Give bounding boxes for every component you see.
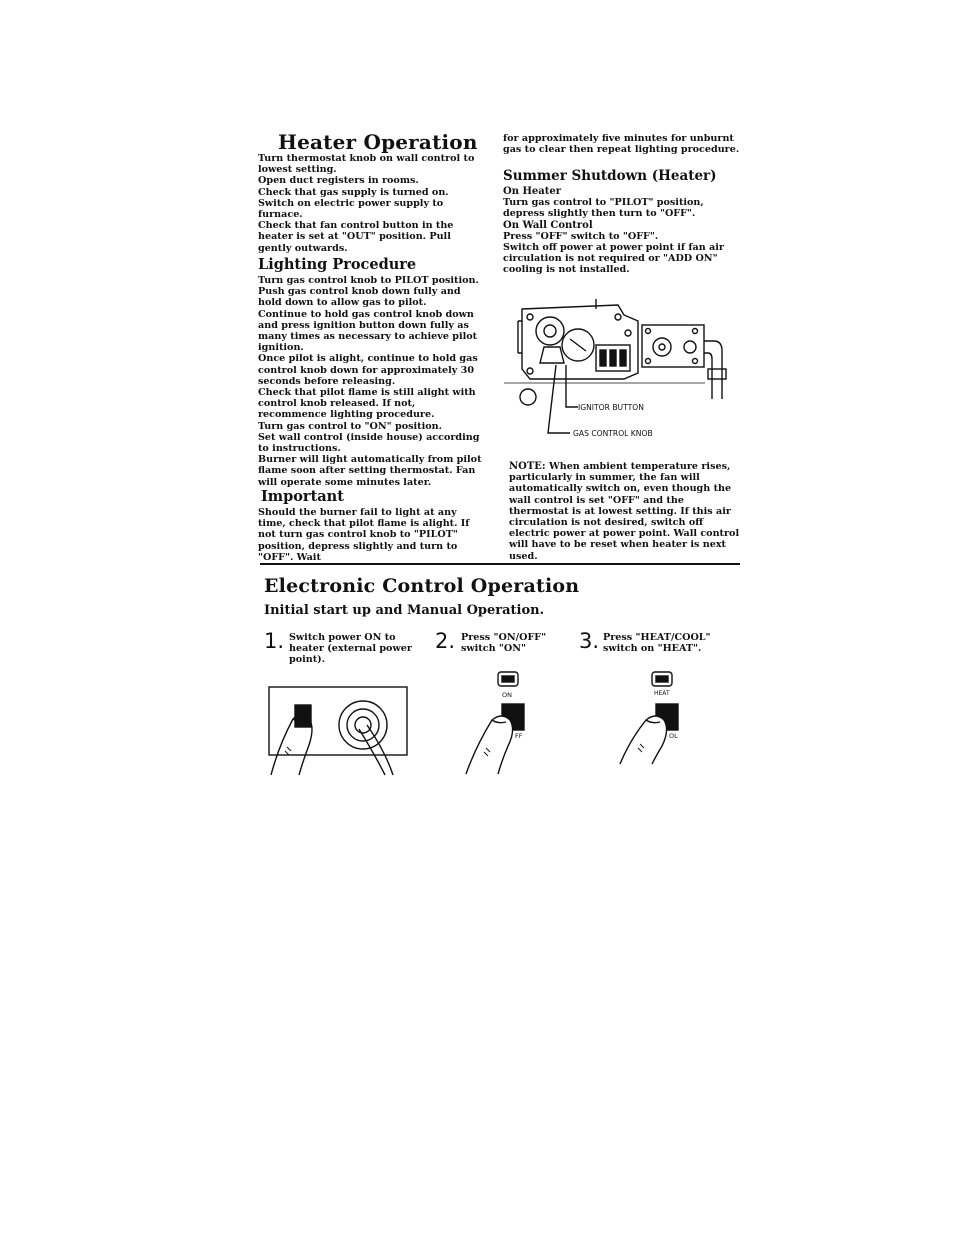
heater-op-para-1: Turn thermostat knob on wall control to lowest setting.: [258, 153, 475, 176]
lighting-para-2: Push gas control knob down fully and hold down to allow gas to pilot.: [258, 286, 461, 309]
note-label: NOTE:: [509, 461, 546, 472]
cool-label: OL: [669, 732, 678, 740]
on-heater-text: Turn gas control to "PILOT" position, depress slightly then turn to "OFF".: [503, 197, 704, 220]
step-1-number: 1.: [264, 629, 285, 653]
heater-op-para-4: Switch on electric power supply to furnace.: [258, 197, 444, 221]
on-wall-text-1: Press "OFF" switch to "OFF".: [503, 230, 659, 242]
lighting-para-4: Once pilot is alight, continue to hold gas control knob down for approximately 30 seconds before releasing.: [258, 353, 478, 387]
note-block: [509, 461, 741, 562]
igniter-label: IGNITOR BUTTON: [578, 403, 644, 412]
heat-cool-switch-illustration: [616, 670, 696, 776]
on-wall-text-2: Switch off power at power point if fan air circulation is not required or "ADD ON" cooling is not installed.: [503, 242, 724, 276]
electronic-control-subtitle: Initial start up and Manual Operation.: [264, 603, 545, 618]
power-point-illustration: [265, 685, 415, 777]
pipe: [704, 341, 722, 399]
step-3-number: 3.: [579, 629, 600, 653]
important-text: Should the burner fail to light at any time, check that pilot flame is alight. If not turn gas control knob to "PILOT" position, depress slightly and turn to "OFF". Wait: [258, 507, 470, 563]
heater-op-para-2: Open duct registers in rooms.: [258, 175, 419, 187]
gas-control-knob: [536, 317, 564, 345]
gas-knob-label: GAS CONTROL KNOB: [573, 429, 653, 438]
heater-operation-title: Heater Operation: [278, 130, 478, 154]
off-label: FF: [515, 732, 523, 740]
important-continued-text: for approximately five minutes for unburnt gas to clear then repeat lighting procedure.: [503, 133, 740, 156]
heater-operation-body: [258, 153, 486, 254]
on-off-switch-illustration: [462, 670, 542, 776]
section-divider: [260, 563, 740, 565]
lighting-para-5: Check that pilot flame is still alight with control knob released. If not, recommence lighting procedure.: [258, 387, 476, 421]
igniter-button: [520, 389, 536, 405]
on-wall-label: On Wall Control: [503, 219, 593, 231]
gas-valve-diagram: [500, 295, 745, 445]
lighting-para-8: Burner will light automatically from pilot flame soon after setting thermostat. Fan will operate some minutes later.: [258, 454, 482, 488]
igniter-leader: [566, 365, 578, 407]
on-label: ON: [502, 691, 512, 699]
lighting-procedure-title: Lighting Procedure: [258, 256, 417, 273]
heater-op-para-3: Check that gas supply is turned on.: [258, 186, 449, 198]
electronic-control-title: Electronic Control Operation: [264, 575, 580, 597]
step-2-number: 2.: [435, 629, 456, 653]
valve-right-section: [642, 325, 704, 367]
lighting-para-3: Continue to hold gas control knob down and press ignition button down fully as many times as necessary to achieve pilot ignition.: [258, 308, 478, 354]
knob-leader: [548, 365, 570, 433]
note-text: When ambient temperature rises, particularly in summer, the fan will automatically switch on, even though the wall control is set "OFF" and the thermostat is at lowest setting. If this air circulation is not desired, switch off electric power at power point. Wall control will have to be reset when heater is next used.: [509, 461, 740, 562]
summer-shutdown-title: Summer Shutdown (Heater): [503, 168, 717, 184]
heater-op-para-5: Check that fan control button in the heater is set at "OUT" position. Pull gently outwards.: [258, 220, 454, 254]
summer-shutdown-body: [503, 186, 743, 276]
lighting-para-7: Set wall control (inside house) according to instructions.: [258, 431, 480, 455]
lighting-para-6: Turn gas control to "ON" position.: [258, 420, 442, 432]
step-2-text: Press "ON/OFF" switch "ON": [461, 632, 547, 654]
finger-2: [466, 716, 513, 774]
heat-label: HEAT: [654, 690, 670, 697]
finger-3: [620, 716, 667, 764]
step-1-text: Switch power ON to heater (external power point).: [289, 632, 412, 665]
lighting-procedure-body: [258, 275, 486, 488]
important-title: Important: [261, 488, 344, 505]
step-3-text: Press "HEAT/COOL" switch on "HEAT".: [603, 632, 711, 654]
on-heater-label: On Heater: [503, 186, 562, 197]
lighting-para-1: Turn gas control knob to PILOT position.: [258, 275, 479, 286]
socket-outer: [339, 701, 387, 749]
important-body: [258, 507, 486, 563]
important-continued: [503, 133, 743, 155]
